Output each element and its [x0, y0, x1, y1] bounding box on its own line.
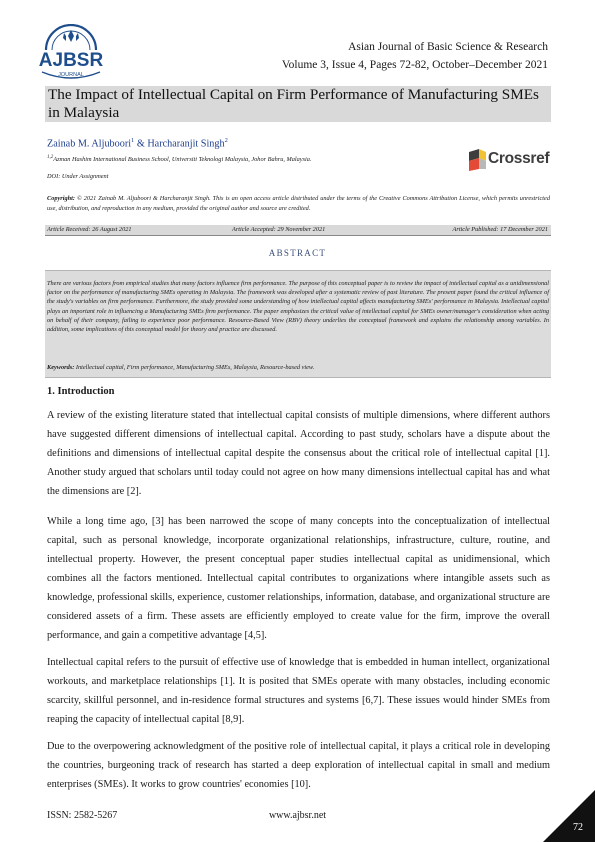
abstract-heading: ABSTRACT: [268, 248, 327, 258]
crossref-badge[interactable]: [467, 148, 550, 172]
date-accepted: Article Accepted: 29 November 2021: [232, 226, 326, 233]
date-received: Article Received: 26 August 2021: [47, 226, 132, 233]
issn: ISSN: 2582-5267: [47, 810, 118, 821]
page-number: 72: [573, 822, 583, 833]
abstract-text: There are various factors from empirical studies that many factors influence firm performance. The purpose of this conceptual paper is to review the impact of intellectual capital as a unidimensional factor on the performance of manufacturing SMEs operating in Malaysia. The framework was developed after a systematic review of past literature. The present paper found the critical influence of the study's variables on firm performance. Furthermore, the study provided some understanding of how intellectual capital affects manufacturing SMEs' performance in Malaysia. Intellectual capital plays an important role in influencing a Manufacturing SMEs firm performance. The paper emphasizes the critical value of intellectual capital for SMEs owner/manager's consideration when acting on behalf of their company, failing to experience poor performance. Resource-Based View (RBV) theory underlies the conceptual framework and explains the relationship among variables. In addition, some implications of this conceptual model for theory and practice are discussed.: [47, 280, 549, 334]
paragraph-3: Intellectual capital refers to the pursuit of effective use of knowledge that is embedded in human intellect, organizational workouts, and marketplace relationships [1]. It is posited that SMEs operate with many obstacles, including economic scarcity, skillful personnel, and in-residence formal structures and systems [6,7]. These issues would hinder SMEs from reaping the capacity of intellectual capital [8,9].: [47, 657, 550, 725]
author-line: [47, 137, 228, 149]
author-2[interactable]: Harcharanjit Singh: [147, 138, 225, 150]
paragraph-1: A review of the existing literature stated that intellectual capital consists of multiple dimensions, where different authors have suggested different dimensions of intellectual capital. According to past study, scholars have a dispute about the definitions and dimensions of intellectual capital despite the consensus about the critical role of intellectual capital [1]. Another study argued that scholars until today could not agree on how many dimensions intellectual capital has and what the dimensions are [2].: [47, 410, 550, 497]
date-published: Article Published: 17 December 2021: [452, 226, 548, 233]
copyright-text: © 2021 Zainab M. Aljuboori & Harcharanjit Singh. This is an open access article distributed under the terms of the Creative Commons Attribution License, which permits unrestricted use, distribution, and reproduction in any medium, provided the original author and source are credited.: [47, 195, 550, 212]
journal-issue: Volume 3, Issue 4, Pages 72-82, October–December 2021: [281, 59, 548, 71]
ajbsr-logo-icon: [28, 24, 114, 82]
copyright-notice: [47, 194, 550, 214]
affiliation-marker: 1,2: [47, 155, 54, 160]
author-2-affiliation-marker: 2: [224, 137, 228, 144]
paper-title: The Impact of Intellectual Capital on Firm Performance of Manufacturing SMEs in Malaysia: [48, 86, 539, 121]
crossref-label: Crossref: [488, 150, 550, 167]
keywords-label: Keywords:: [47, 364, 75, 371]
affiliation-text: Azman Hashim International Business School, Universiti Teknologi Malaysia, Johor Bahru, Malaysia.: [53, 156, 312, 164]
crossref-icon: [467, 148, 487, 172]
logo-name: AJBSR: [38, 50, 104, 71]
author-1-affiliation-marker: 1: [131, 137, 135, 144]
copyright-label: Copyright:: [47, 195, 75, 202]
doi: DOI: Under Assignment: [47, 173, 109, 180]
website-link: [0, 810, 595, 821]
author-separator: &: [134, 138, 148, 150]
website-link-text[interactable]: www.ajbsr.net: [268, 810, 327, 821]
journal-title: Asian Journal of Basic Science & Research: [348, 41, 548, 53]
paragraph-2: While a long time ago, [3] has been narrowed the scope of many concepts into the conceptualization of intellectual capital, such as personal knowledge, incorporate organizational relationships, infrastructure, culture, routine, and intellectual property. However, the present conceptual paper studies intellectual capital as unidimensional, which combines all the factors mentioned. Intellectual capital contributes to organizations where intangible assets such as knowledge, professional skills, experience, customer relationships, information, database, and organizational structure are considered assets of a firm. These assets are efficiently employed to create value for the firm, improve the overall performance, and gain a competitive advantage [4,5].: [47, 516, 550, 641]
logo-subtitle: JOURNAL: [58, 72, 84, 78]
author-1[interactable]: Zainab M. Aljuboori: [47, 138, 132, 150]
section-heading: 1. Introduction: [47, 386, 115, 397]
journal-logo: [28, 24, 114, 82]
keywords: [47, 364, 549, 371]
paragraph-4: Due to the overpowering acknowledgment of the positive role of intellectual capital, it plays a critical role in developing the countries, burgeoning track of research has started a deep exploration of intellectual capital in small and medium enterprises (SMEs). It works to grow countries' economies [10].: [47, 741, 550, 790]
page-corner-triangle: [543, 790, 595, 842]
keywords-text: Intellectual capital, Firm performance, Manufacturing SMEs, Malaysia, Resource-based view.: [74, 364, 315, 371]
affiliation: [47, 155, 312, 163]
